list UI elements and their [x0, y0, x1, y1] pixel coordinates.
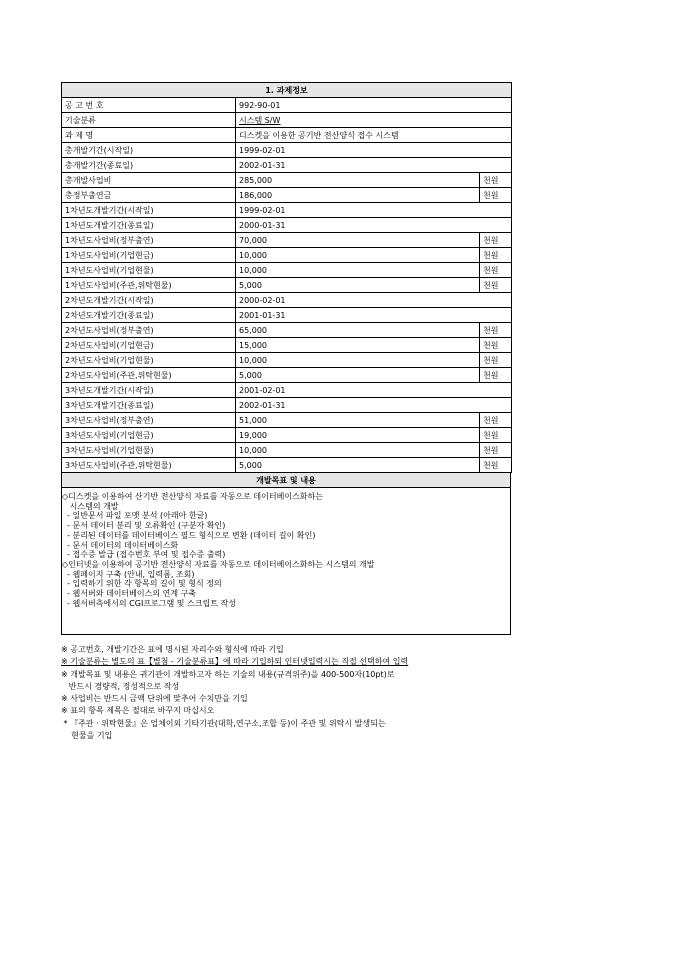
- goal-line: - 접수증 발급 (접수번호 부여 및 접수증 출력): [62, 550, 226, 560]
- table-row: [62, 113, 512, 128]
- row-unit: 천원: [480, 173, 512, 188]
- row-label: 3차년도개발기간(시작일): [62, 383, 236, 398]
- row-label: 1차년도사업비(기업현물): [62, 263, 236, 278]
- note-line: ※ 표의 항목 제목은 절대로 바꾸지 마십시오: [61, 706, 215, 716]
- row-value: 2002-01-31: [236, 398, 512, 413]
- row-value: 시스템 S/W: [236, 113, 512, 128]
- row-label: 2차년도개발기간(종료일): [62, 308, 236, 323]
- row-label: 2차년도사업비(정부출연): [62, 323, 236, 338]
- row-value: 10,000: [236, 443, 480, 458]
- table-row: [62, 203, 512, 218]
- row-unit: 천원: [480, 248, 512, 263]
- goals-header: 개발목표 및 내용: [62, 473, 511, 488]
- note-line: 현물을 기입: [61, 731, 113, 741]
- goal-line: - 문서 데이터 분리 및 오류확인 (구분자 확인): [62, 521, 226, 531]
- row-label: 3차년도사업비(정부출연): [62, 413, 236, 428]
- goal-line: - 웹페이지 구축 (안내, 입력폼, 조회): [62, 569, 195, 579]
- row-value: 10,000: [236, 353, 480, 368]
- goal-line: 시스템의 개발: [62, 501, 119, 511]
- row-unit: 천원: [480, 353, 512, 368]
- table-row: [62, 398, 512, 413]
- table-row: [62, 98, 512, 113]
- goal-line: - 웹서버측에서의 CGI프로그램 및 스크립트 작성: [62, 598, 236, 608]
- row-unit: 천원: [480, 233, 512, 248]
- table-row: [62, 458, 512, 473]
- goal-line: ◇인터넷을 이용하여 공기반 전산양식 자료를 자동으로 데이터베이스화하는 시스템의 개발: [62, 559, 375, 569]
- table-row: [62, 173, 512, 188]
- row-label: 총개발기간(시작일): [62, 143, 236, 158]
- row-unit: 천원: [480, 338, 512, 353]
- row-label: 2차년도사업비(기업현물): [62, 353, 236, 368]
- goal-line: - 웹서버와 데이터베이스의 연계 구축: [62, 589, 197, 599]
- row-value: 2001-02-01: [236, 383, 512, 398]
- row-label: 2차년도사업비(주관,위탁현물): [62, 368, 236, 383]
- table-row: [62, 233, 512, 248]
- table-row: [62, 143, 512, 158]
- row-unit: 천원: [480, 323, 512, 338]
- row-value: 65,000: [236, 323, 480, 338]
- row-value: 992-90-01: [236, 98, 512, 113]
- table-row: [62, 188, 512, 203]
- goal-line: - 분리된 데이터를 데이터베이스 필드 형식으로 변환 (데이터 길이 확인): [62, 530, 316, 540]
- note-line: * 『주관 · 위탁현물』은 업체이외 기타기관(대학,연구소,조합 등)이 주관 및 위탁시 발생되는: [61, 718, 386, 728]
- row-label: 1차년도개발기간(종료일): [62, 218, 236, 233]
- table-row: [62, 353, 512, 368]
- row-value: 10,000: [236, 263, 480, 278]
- table-row: [62, 308, 512, 323]
- row-label: 1차년도사업비(주관,위탁현물): [62, 278, 236, 293]
- row-label: 3차년도사업비(기업현금): [62, 428, 236, 443]
- table-row: [62, 158, 512, 173]
- goals-content: [61, 488, 511, 635]
- note-line: ※ 기술분류는 별도의 표【별첨 - 기술분류표】에 따라 기입하되 인터넷입력시는 직접 선택하여 입력: [61, 657, 409, 667]
- table-row: [62, 293, 512, 308]
- table-row: [62, 248, 512, 263]
- row-unit: 천원: [480, 413, 512, 428]
- row-value: 1999-02-01: [236, 143, 512, 158]
- row-unit: 천원: [480, 458, 512, 473]
- row-label: 과 제 명: [62, 128, 236, 143]
- table-row: [62, 263, 512, 278]
- table-row: [62, 368, 512, 383]
- project-info-sheet: [61, 82, 511, 635]
- row-value: 디스켓을 이용한 공기반 전산양식 접수 시스템: [236, 128, 512, 143]
- note-line: ※ 개발목표 및 내용은 귀기관이 개발하고자 하는 기술의 내용(규격위주)을 400-500자(10pt)로: [61, 669, 395, 679]
- table-row: [62, 383, 512, 398]
- table-row: [62, 443, 512, 458]
- row-label: 1차년도사업비(기업현금): [62, 248, 236, 263]
- row-label: 총개발사업비: [62, 173, 236, 188]
- row-value: 5,000: [236, 278, 480, 293]
- row-value: 285,000: [236, 173, 480, 188]
- row-value: 19,000: [236, 428, 480, 443]
- table-row: [62, 428, 512, 443]
- goals-header-table: [61, 473, 511, 488]
- row-label: 2차년도개발기간(시작일): [62, 293, 236, 308]
- table-row: [62, 278, 512, 293]
- goal-line: ◇디스켓을 이용하여 산기반 전산양식 자료를 자동으로 데이터베이스화하는: [62, 492, 323, 501]
- row-label: 3차년도사업비(주관,위탁현물): [62, 458, 236, 473]
- goal-line: - 일반문서 파일 포맷 분석 (아래아 한글): [62, 511, 208, 521]
- row-value: 5,000: [236, 368, 480, 383]
- row-label: 3차년도개발기간(종료일): [62, 398, 236, 413]
- table-row: [62, 338, 512, 353]
- row-label: 총정부출연금: [62, 188, 236, 203]
- row-label: 3차년도사업비(기업현물): [62, 443, 236, 458]
- row-value: 15,000: [236, 338, 480, 353]
- note-line: ※ 사업비는 반드시 금액 단위에 맞추어 수치만을 기입: [61, 694, 248, 704]
- row-unit: 천원: [480, 428, 512, 443]
- goal-line: - 문서 데이터의 데이터베이스화: [62, 540, 179, 550]
- row-value: 2002-01-31: [236, 158, 512, 173]
- row-unit: 천원: [480, 368, 512, 383]
- row-value: 2000-01-31: [236, 218, 512, 233]
- row-label: 총개발기간(종료일): [62, 158, 236, 173]
- row-unit: 천원: [480, 278, 512, 293]
- row-value: 2001-01-31: [236, 308, 512, 323]
- row-value: 51,000: [236, 413, 480, 428]
- table-title: 1. 과제정보: [62, 83, 512, 98]
- row-label: 기술분류: [62, 113, 236, 128]
- row-unit: 천원: [480, 443, 512, 458]
- row-unit: 천원: [480, 188, 512, 203]
- table-row: [62, 128, 512, 143]
- note-line: 반드시 경량적, 정성적으로 작성: [61, 681, 180, 691]
- row-label: 1차년도개발기간(시작일): [62, 203, 236, 218]
- table-row: [62, 323, 512, 338]
- table-row: [62, 218, 512, 233]
- row-value: 70,000: [236, 233, 480, 248]
- row-label: 1차년도사업비(정부출연): [62, 233, 236, 248]
- project-info-table: [61, 82, 512, 473]
- instruction-notes: [61, 644, 408, 742]
- row-value: 10,000: [236, 248, 480, 263]
- row-label: 공 고 번 호: [62, 98, 236, 113]
- table-row: [62, 413, 512, 428]
- note-line: ※ 공고번호, 개발기간은 표에 명시된 자리수와 형식에 따라 기입: [61, 645, 284, 654]
- goal-line: - 입력하기 위한 각 항목의 길이 및 형식 정의: [62, 579, 222, 589]
- row-value: 186,000: [236, 188, 480, 203]
- row-unit: 천원: [480, 263, 512, 278]
- row-label: 2차년도사업비(기업현금): [62, 338, 236, 353]
- row-value: 1999-02-01: [236, 203, 512, 218]
- row-value: 5,000: [236, 458, 480, 473]
- row-value: 2000-02-01: [236, 293, 512, 308]
